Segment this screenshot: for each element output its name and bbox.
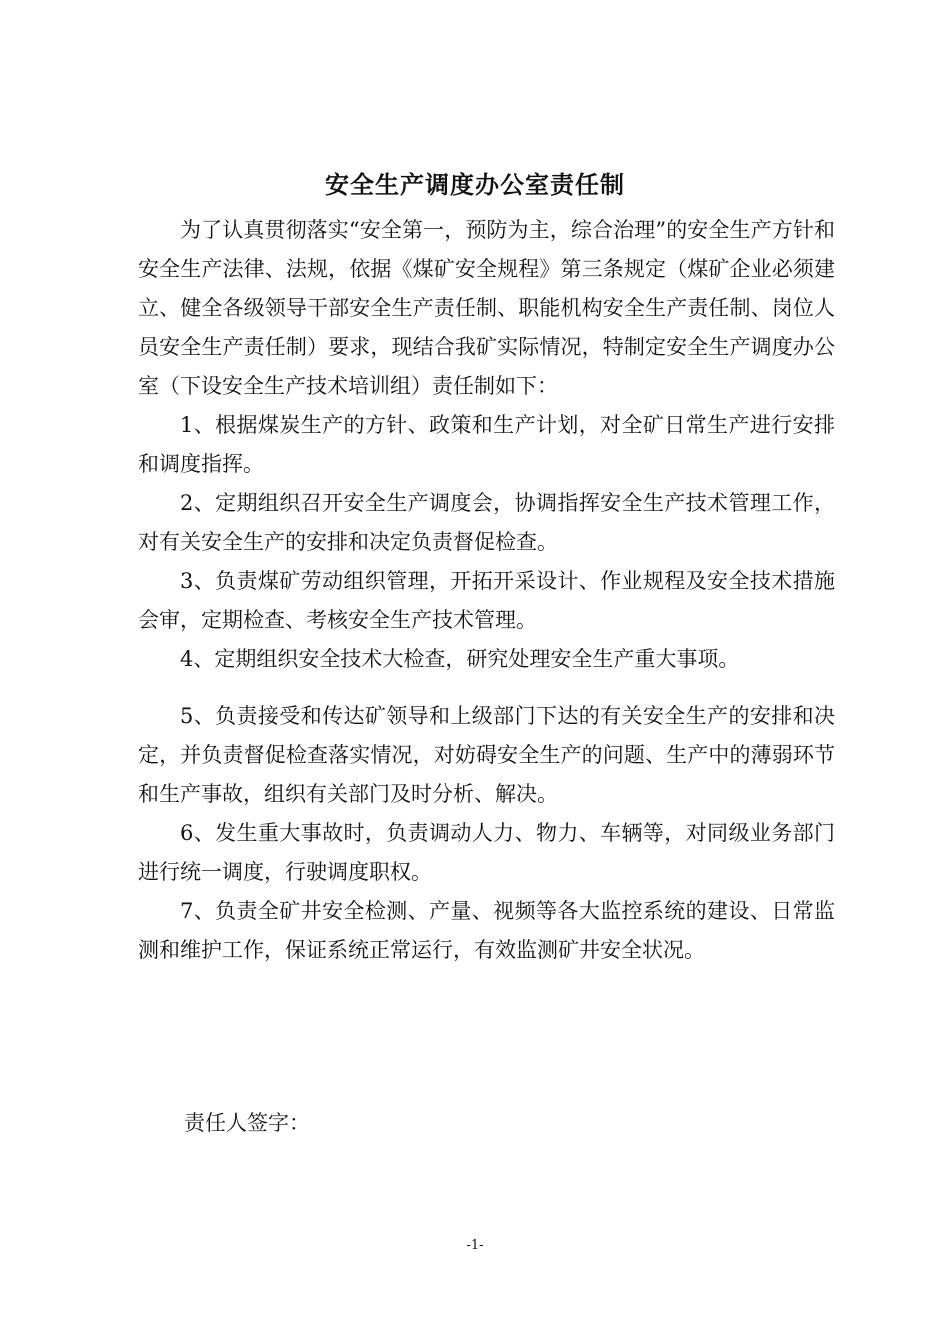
list-item-3: 3、负责煤矿劳动组织管理，开拓开采设计、作业规程及安全技术措施会审，定期检查、考核安全生产技术管理。 [138,569,835,632]
document-body [138,211,835,970]
intro-paragraph: 为了认真贯彻落实“安全第一，预防为主，综合治理”的安全生产方针和安全生产法律、法规，依据《煤矿安全规程》第三条规定（煤矿企业必须建立、健全各级领导干部安全生产责任制、职能机构安全生产责任制、岗位人员安全生产责任制）要求，现结合我矿实际情况，特制定安全生产调度办公室（下设安全生产技术培训组）责任制如下： [138,218,835,398]
list-item-2: 2、定期组织召开安全生产调度会，协调指挥安全生产技术管理工作，对有关安全生产的安排和决定负责督促检查。 [138,491,835,554]
signature-label: 责任人签字： [184,1111,310,1135]
page-number: -1- [466,1238,484,1253]
list-item-7: 7、负责全矿井安全检测、产量、视频等各大监控系统的建设、日常监测和维护工作，保证系统正常运行，有效监测矿井安全状况。 [138,899,835,962]
list-item-4: 4、定期组织安全技术大检查，研究处理安全生产重大事项。 [180,647,740,671]
list-item-1: 1、根据煤炭生产的方针、政策和生产计划，对全矿日常生产进行安排和调度指挥。 [138,413,835,476]
list-item-5: 5、负责接受和传达矿领导和上级部门下达的有关安全生产的安排和决定，并负责督促检查落实情况，对妨碍安全生产的问题、生产中的薄弱环节和生产事故，组织有关部门及时分析、解决。 [138,704,835,806]
list-item-6: 6、发生重大事故时，负责调动人力、物力、车辆等，对同级业务部门进行统一调度，行驶调度职权。 [138,821,835,884]
document-title: 安全生产调度办公室责任制 [325,170,625,199]
